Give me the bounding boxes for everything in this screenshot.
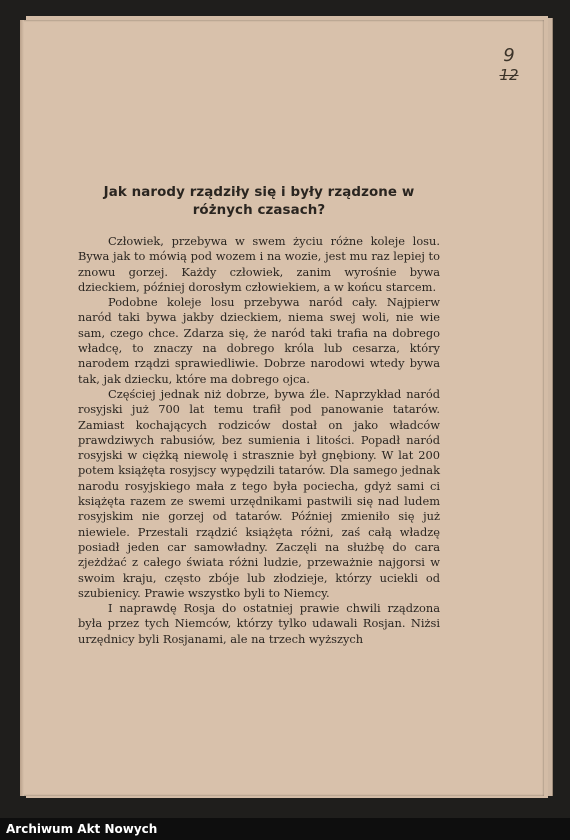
archive-footer-label: Archiwum Akt Nowych xyxy=(6,822,158,836)
archive-mark-bottom: 12 xyxy=(499,66,519,84)
archive-mark-top: 9 xyxy=(503,45,515,66)
document-body xyxy=(78,184,440,647)
page-edge-shadow xyxy=(20,20,24,796)
paragraph-4: I naprawdę Rosja do ostatniej prawie chwili rządzona była przez tych Niemców, którzy tylko udawali Rosjan. Niżsi urzędnicy byli Rosjanami, ale na trzech wyższych xyxy=(78,601,440,646)
paragraph-2: Podobne koleje losu przebywa naród cały. Najpierw naród taki bywa jakby dzieckiem, niema swej woli, nie wie sam, czego chce. Zdarza się, że naród taki trafia na dobrego władcę, to znaczy na dobrego króla lub cesarza, który narodem rządzi sprawiedliwie. Dobrze narodowi wtedy bywa tak, jak dziecku, które ma dobrego ojca. xyxy=(78,295,440,386)
archive-page-numbers xyxy=(494,46,524,84)
paragraph-3: Częściej jednak niż dobrze, bywa źle. Naprzykład naród rosyjski już 700 lat temu trafił pod panowanie tatarów. Zamiast kochających rodziców dostał on jako władców prawdziwych rabusiów, bez sumienia i litości. Popadł naród rosyjski w ciężką niewolę i strasznie był gnębiony. W lat 200 potem książęta rosyjscy wypędzili tatarów. Dla samego jednak narodu rosyjskiego mała z tego była pociecha, gdyż sami ci książęta razem ze swemi urzędnikami pastwili się nad ludem rosyjskim nie gorzej od tatarów. Później zmieniło się już niewiele. Przestali rządzić książęta różni, zaś całą władzę posiadł jeden car samowładny. Zaczęli na służbę do cara zjeżdżać z całego świata różni ludzie, przeważnie najgorsi w swoim kraju, często zbóje lub złodzieje, którzy uciekli od szubienicy. Prawie wszystko byli to Niemcy. xyxy=(78,386,440,600)
document-title: Jak narody rządziły się i były rządzone w różnych czasach? xyxy=(103,185,415,218)
paragraph-1: Człowiek, przebywa w swem życiu różne koleje losu. Bywa jak to mówią pod wozem i na wozie, jest mu raz lepiej to znowu gorzej. Każdy człowiek, zanim wyrośnie bywa dzieckiem, później dorosłym człowiekiem, a w końcu starcem. xyxy=(78,234,440,294)
archive-footer-bar xyxy=(0,818,570,840)
